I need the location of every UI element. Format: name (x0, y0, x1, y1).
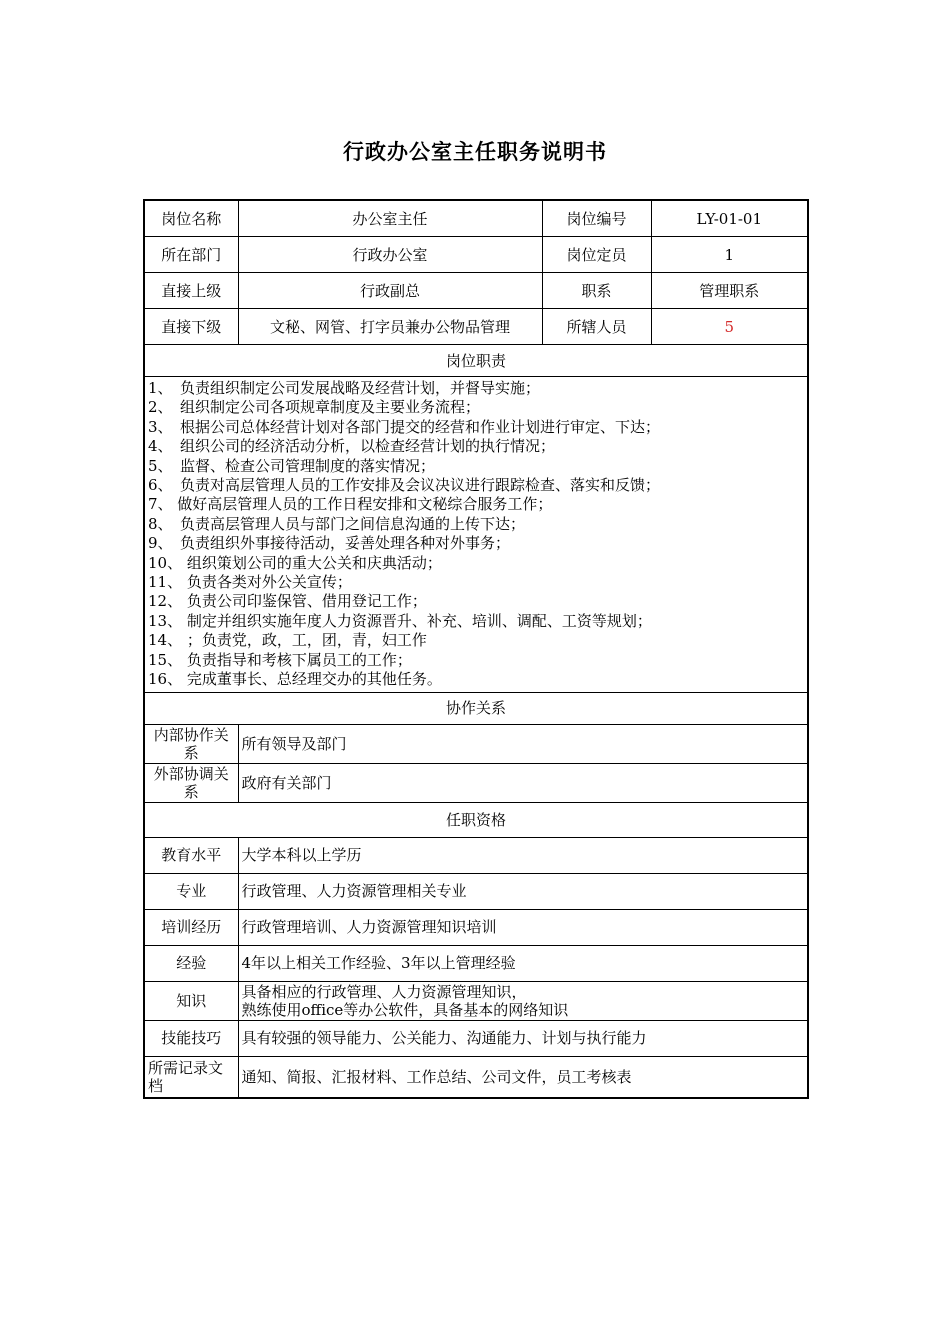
label-position-code: 岗位编号 (542, 200, 651, 237)
duty-item: 13、 制定并组织实施年度人力资源晋升、补充、培训、调配、工资等规划； (148, 611, 652, 630)
label-department: 所在部门 (144, 237, 238, 273)
value-superior: 行政副总 (238, 273, 542, 309)
value-experience: 4年以上相关工作经验、3年以上管理经验 (238, 945, 808, 981)
value-headcount: 1 (651, 237, 808, 273)
label-experience: 经验 (144, 945, 238, 981)
duty-item: 9、 负责组织外事接待活动，妥善处理各种对外事务； (148, 534, 511, 553)
row-education (144, 837, 808, 873)
label-job-family: 职系 (542, 273, 651, 309)
section-cooperation-header (144, 692, 808, 724)
label-headcount: 岗位定员 (542, 237, 651, 273)
row-knowledge (144, 981, 808, 1020)
duty-item: 4、 组织公司的经济活动分析，以检查经营计划的执行情况； (148, 437, 556, 456)
duty-item: 6、 负责对高层管理人员的工作安排及会议决议进行跟踪检查、落实和反馈； (148, 476, 661, 495)
qualification-heading: 任职资格 (144, 802, 808, 837)
value-position-code: LY-01-01 (651, 200, 808, 237)
cooperation-heading: 协作关系 (144, 692, 808, 724)
duty-item: 5、 监督、检查公司管理制度的落实情况； (148, 456, 436, 475)
value-staff-count: 5 (651, 309, 808, 345)
value-skills: 具有较强的领导能力、公关能力、沟通能力、计划与执行能力 (238, 1020, 808, 1056)
knowledge-line: 熟练使用office等办公软件，具备基本的网络知识 (241, 1000, 569, 1019)
knowledge-line: 具备相应的行政管理、人力资源管理知识， (241, 982, 527, 1001)
row-department (144, 237, 808, 273)
value-major: 行政管理、人力资源管理相关专业 (238, 873, 808, 909)
row-experience (144, 945, 808, 981)
duty-item: 11、 负责各类对外公关宣传； (148, 573, 352, 592)
row-major (144, 873, 808, 909)
duty-item: 2、 组织制定公司各项规章制度及主要业务流程； (148, 398, 481, 417)
value-job-family: 管理职系 (651, 273, 808, 309)
duty-item: 14、 ；负责党，政，工，团，青，妇工作 (148, 631, 427, 650)
section-qualification-header (144, 802, 808, 837)
row-training (144, 909, 808, 945)
duties-list (144, 377, 808, 693)
label-education: 教育水平 (144, 837, 238, 873)
value-training: 行政管理培训、人力资源管理知识培训 (238, 909, 808, 945)
section-duties-header (144, 345, 808, 377)
label-skills: 技能技巧 (144, 1020, 238, 1056)
duty-item: 8、 负责高层管理人员与部门之间信息沟通的上传下达； (148, 514, 526, 533)
label-internal-cooperation: 内部协作关系 (144, 724, 238, 763)
row-superior (144, 273, 808, 309)
row-position-name (144, 200, 808, 237)
row-skills (144, 1020, 808, 1056)
label-superior: 直接上级 (144, 273, 238, 309)
job-description-table (143, 199, 809, 1099)
value-internal-cooperation: 所有领导及部门 (238, 724, 808, 763)
label-position-name: 岗位名称 (144, 200, 238, 237)
label-subordinates: 直接下级 (144, 309, 238, 345)
value-education: 大学本科以上学历 (238, 837, 808, 873)
value-department: 行政办公室 (238, 237, 542, 273)
value-subordinates: 文秘、网管、打字员兼办公物品管理 (238, 309, 542, 345)
duty-item: 10、 组织策划公司的重大公关和庆典活动； (148, 553, 442, 572)
duty-item: 7、 做好高层管理人员的工作日程安排和文秘综合服务工作； (148, 495, 553, 514)
duty-item: 15、 负责指导和考核下属员工的工作； (148, 650, 412, 669)
duty-item: 3、 根据公司总体经营计划对各部门提交的经营和作业计划进行审定、下达； (148, 417, 661, 436)
row-external-cooperation (144, 763, 808, 802)
row-internal-cooperation (144, 724, 808, 763)
label-major: 专业 (144, 873, 238, 909)
label-records: 所需记录文档 (144, 1056, 238, 1098)
duty-item: 1、 负责组织制定公司发展战略及经营计划，并督导实施； (148, 379, 541, 397)
value-external-cooperation: 政府有关部门 (238, 763, 808, 802)
label-training: 培训经历 (144, 909, 238, 945)
row-subordinates (144, 309, 808, 345)
duties-heading: 岗位职责 (144, 345, 808, 377)
value-records: 通知、简报、汇报材料、工作总结、公司文件，员工考核表 (238, 1056, 808, 1098)
label-knowledge: 知识 (144, 981, 238, 1020)
duty-item: 12、 负责公司印鉴保管、借用登记工作； (148, 592, 427, 611)
row-records (144, 1056, 808, 1098)
duties-row (144, 377, 808, 693)
label-external-cooperation: 外部协调关系 (144, 763, 238, 802)
document-title: 行政办公室主任职务说明书 (343, 139, 607, 164)
value-position-name: 办公室主任 (238, 200, 542, 237)
value-knowledge (238, 981, 808, 1020)
label-staff-count: 所辖人员 (542, 309, 651, 345)
duty-item: 16、 完成董事长、总经理交办的其他任务。 (148, 670, 442, 689)
